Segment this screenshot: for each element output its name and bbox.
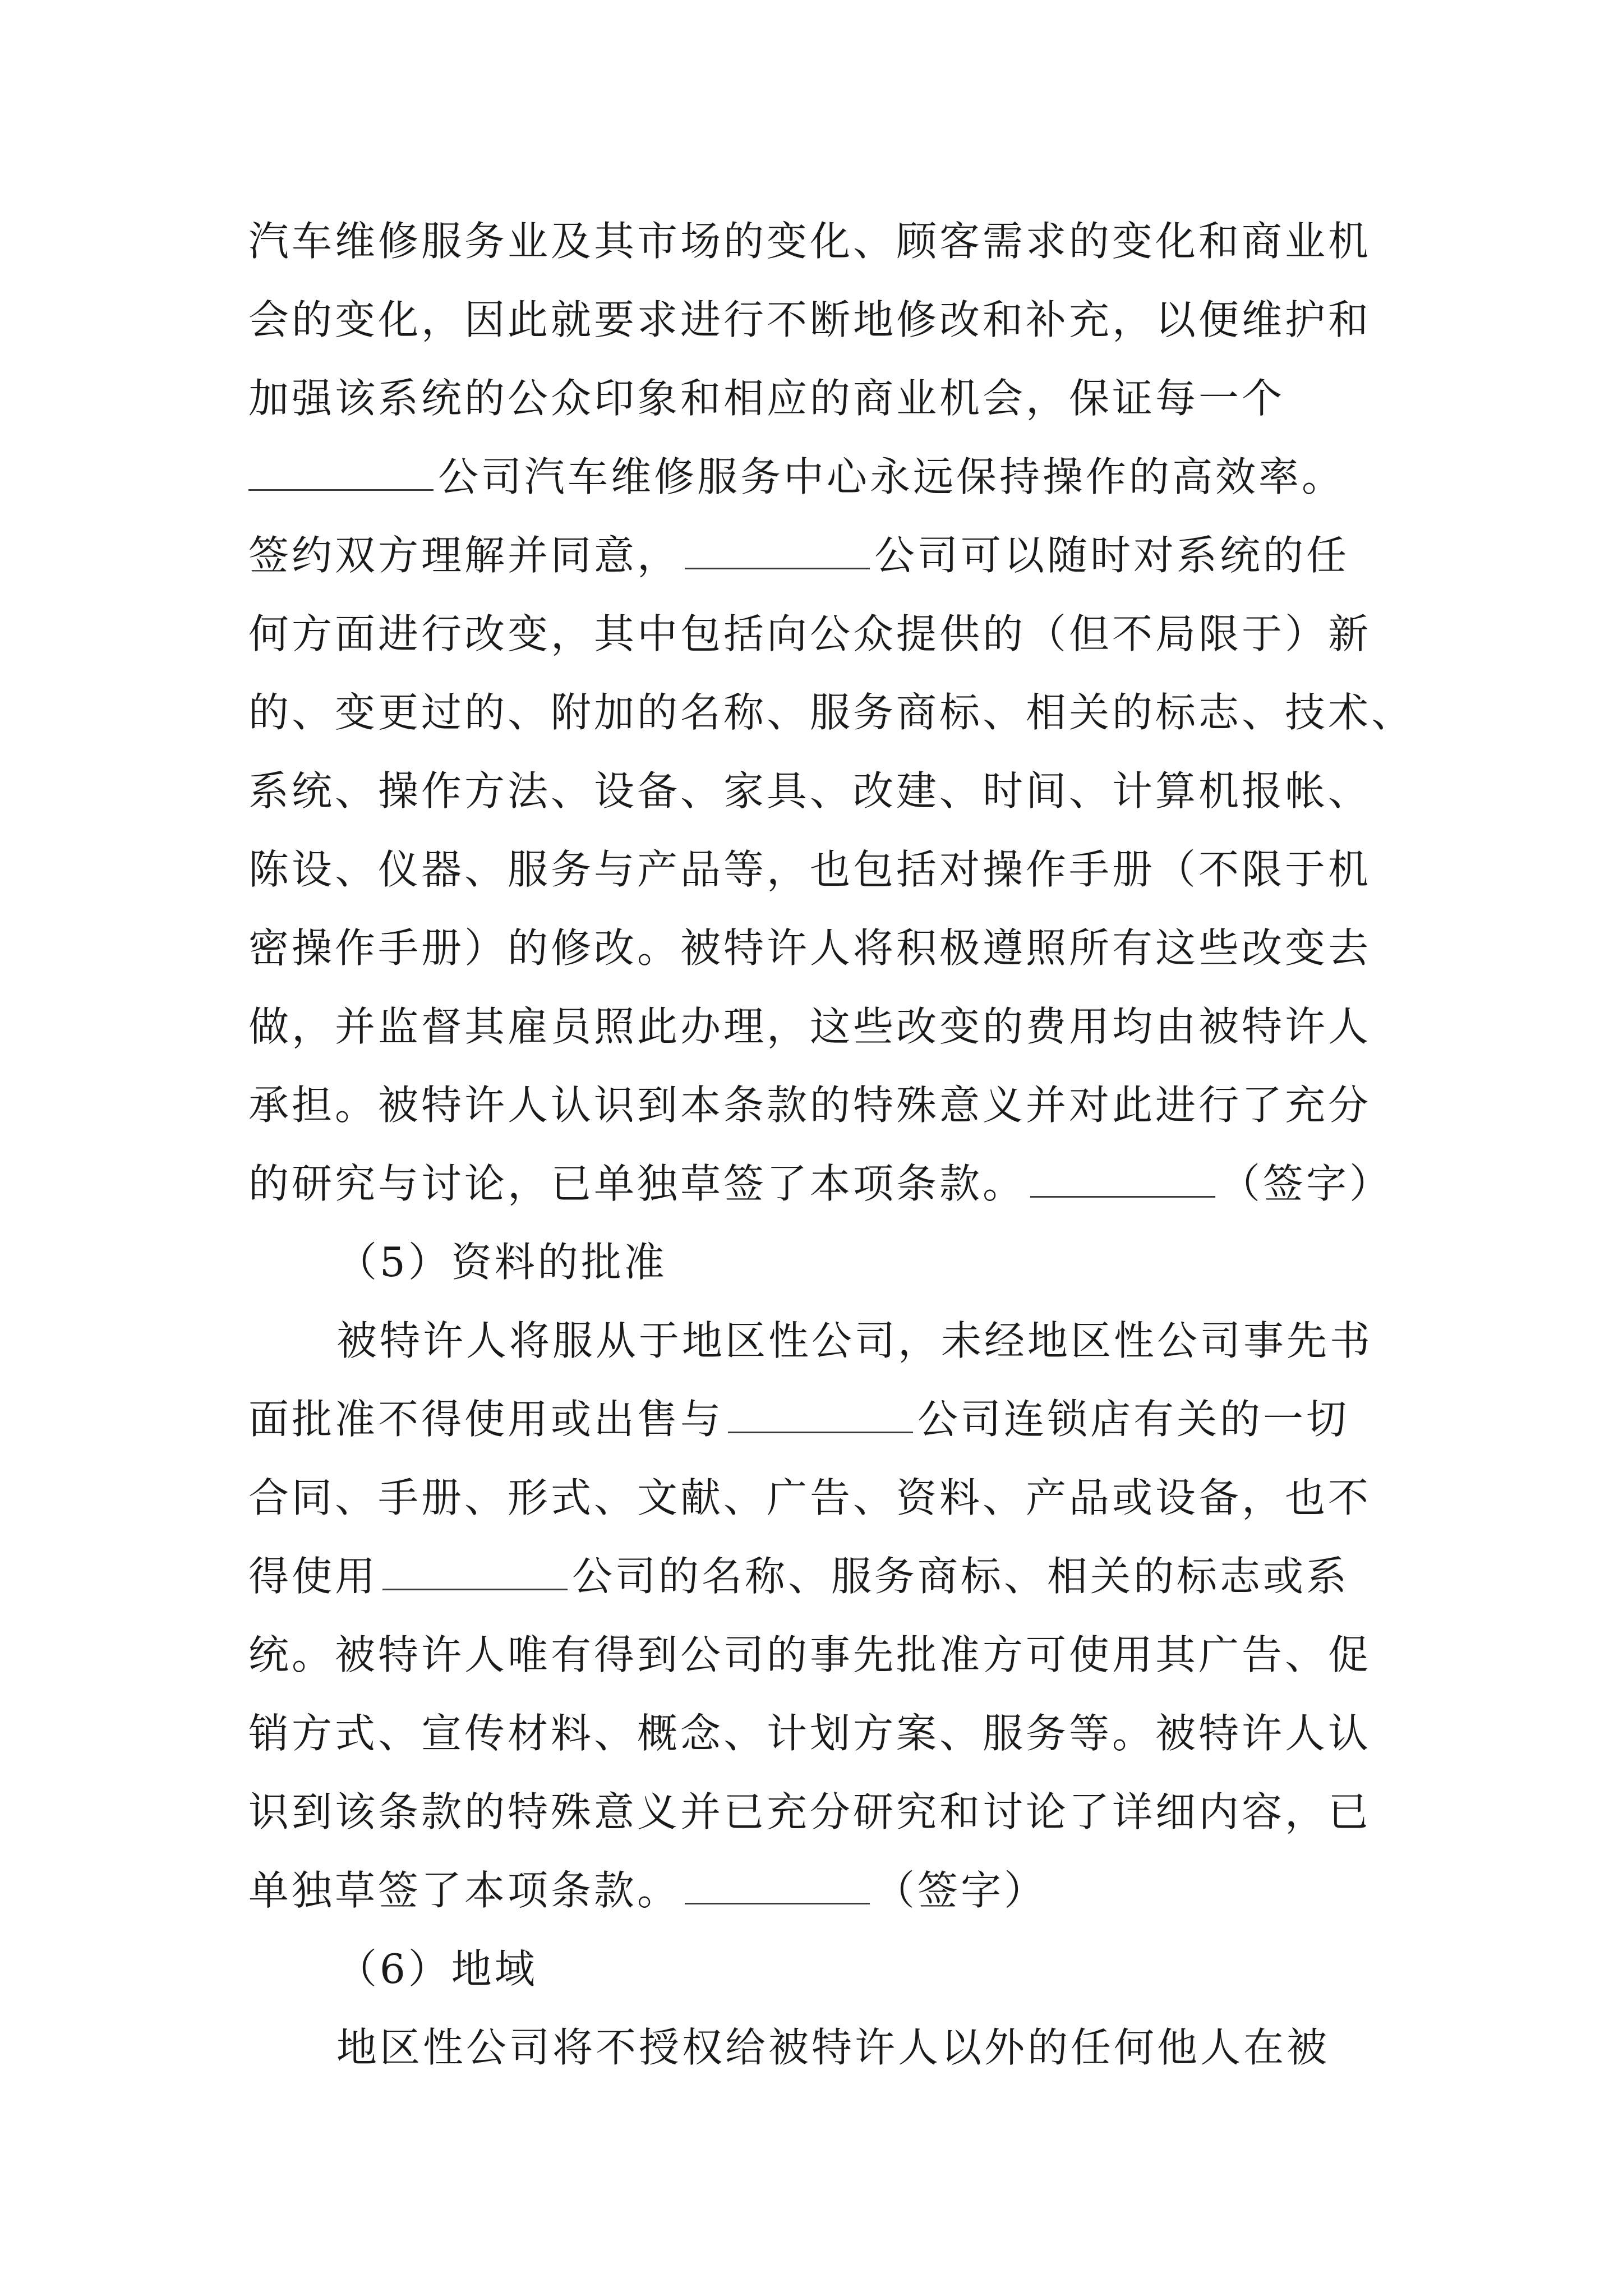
text-segment: 公司汽车维修服务中心永远保持操作的高效率。 [438,453,1345,500]
paragraph-line [248,438,1393,516]
paragraph-line [248,909,1393,987]
text-segment: 地区性公司将不授权给被特许人以外的任何他人在被 [336,2024,1330,2071]
paragraph-line [248,987,1393,1066]
text-segment: （6）地域 [336,1945,538,1993]
text-segment: 做，并监督其雇员照此办理，这些改变的费用均由被特许人 [248,1003,1372,1050]
text-segment: 被特许人将服从于地区性公司，未经地区性公司事先书 [336,1317,1373,1364]
paragraph-line [248,1694,1393,1773]
paragraph-line [248,202,1393,280]
text-segment: 得使用 [248,1553,379,1600]
text-segment: 会的变化，因此就要求进行不断地修改和补充，以便维护和 [248,296,1372,343]
text-segment: 何方面进行改变，其中包括向公众提供的（但不局限于）新 [248,610,1372,657]
fill-in-blank[interactable] [685,534,870,569]
paragraph-line [248,1380,1393,1458]
paragraph-line [336,1301,1481,1380]
text-segment: 陈设、仪器、服务与产品等，也包括对操作手册（不限于机 [248,846,1372,893]
fill-in-blank[interactable] [728,1398,913,1433]
text-segment: 单独草签了本项条款。 [248,1867,681,1914]
text-segment: 公司的名称、服务商标、相关的标志或系 [572,1553,1350,1600]
paragraph-line [248,1144,1393,1223]
text-segment: 的、变更过的、附加的名称、服务商标、相关的标志、技术、 [248,689,1415,736]
section-heading [336,1930,1481,2008]
paragraph-line [248,1458,1393,1537]
paragraph-line [248,673,1415,752]
paragraph-line [248,752,1393,830]
paragraph-line [248,595,1393,673]
text-segment: 合同、手册、形式、文献、广告、资料、产品或设备，也不 [248,1474,1372,1521]
fill-in-blank[interactable] [248,455,434,491]
fill-in-blank[interactable] [382,1555,568,1590]
text-segment: 公司连锁店有关的一切 [917,1396,1350,1443]
text-segment: 的研究与讨论，已单独草签了本项条款。 [248,1160,1026,1207]
paragraph-line [248,1851,1393,1930]
text-segment: （签字） [874,1867,1048,1914]
text-segment: 汽车维修服务业及其市场的变化、顾客需求的变化和商业机 [248,218,1372,265]
text-segment: 密操作手册）的修改。被特许人将积极遵照所有这些改变去 [248,924,1372,972]
paragraph-line [248,1066,1393,1144]
text-segment: 加强该系统的公众印象和相应的商业机会，保证每一个 [248,375,1285,422]
paragraph-line [248,830,1393,909]
text-segment: （5）资料的批准 [336,1239,667,1286]
signature-blank[interactable] [1030,1162,1215,1198]
text-segment: 面批准不得使用或出售与 [248,1396,724,1443]
text-segment: 统。被特许人唯有得到公司的事先批准方可使用其广告、促 [248,1631,1372,1678]
paragraph-line [248,280,1393,359]
paragraph-line [336,2008,1481,2087]
text-segment: 系统、操作方法、设备、家具、改建、时间、计算机报帐、 [248,767,1372,815]
paragraph-line [248,359,1393,438]
paragraph-line [248,1616,1393,1694]
paragraph-line [248,1773,1393,1851]
text-segment: 签约双方理解并同意， [248,532,681,579]
signature-blank[interactable] [685,1869,870,1904]
text-segment: 公司可以随时对系统的任 [874,532,1350,579]
paragraph-line [248,1537,1393,1616]
text-segment: 承担。被特许人认识到本条款的特殊意义并对此进行了充分 [248,1082,1372,1129]
text-segment: （签字） [1220,1160,1393,1207]
text-segment: 识到该条款的特殊意义并已充分研究和讨论了详细内容，已 [248,1788,1372,1835]
text-segment: 销方式、宣传材料、概念、计划方案、服务等。被特许人认 [248,1710,1372,1757]
paragraph-line [248,516,1393,595]
section-heading [336,1223,1481,1301]
